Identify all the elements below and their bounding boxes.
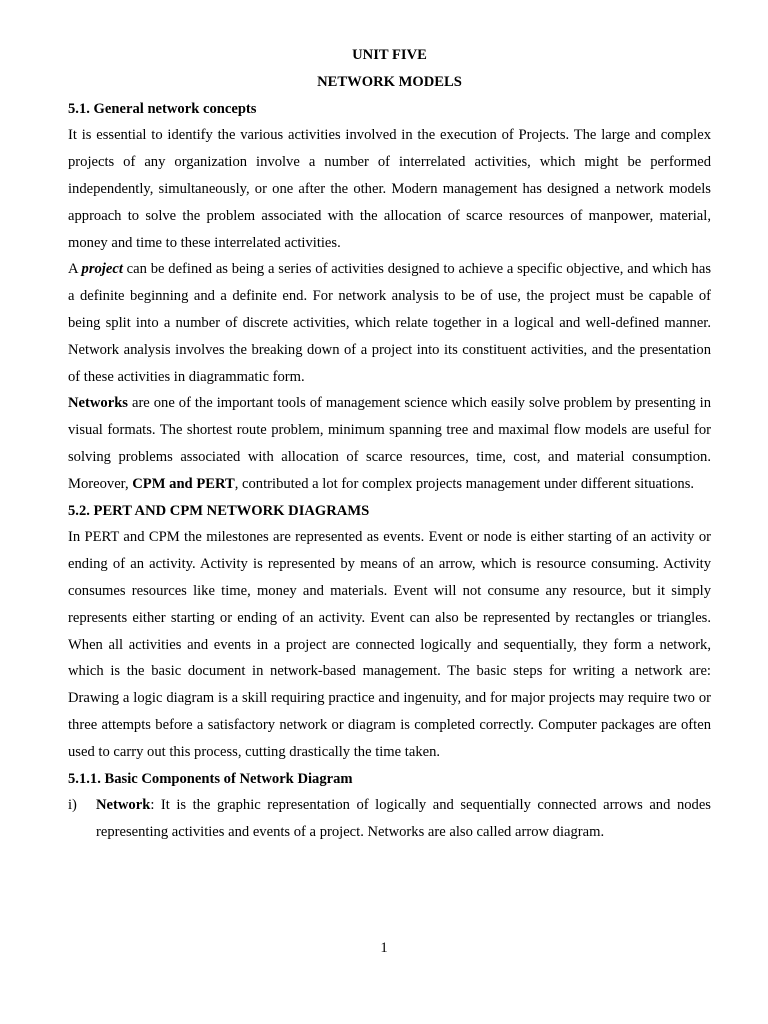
section-heading-5-1: 5.1. General network concepts [68, 100, 257, 117]
paragraph-pert-cpm: In PERT and CPM the milestones are represented as events. Event or node is either starting of an activity or ending of an activity. Activity is represented by means of an arrow, which is resource consuming. Activity consumes resources like time, money and materials. Event will not consume any resource, but it simply represents either starting or ending of an activity. Event can also be represented by rectangles or triangles. When all activities and events in a project are connected logically and sequentially, they form a network, which is the basic document in network-based management. The basic steps for writing a network are: Drawing a logic diagram is a skill requiring practice and ingenuity, and for major projects may require two or three attempts before a satisfactory network or diagram is completed correctly. Computer packages are often used to carry out this process, cutting drastically the time taken. [68, 529, 711, 760]
list-item [68, 792, 711, 846]
para-networks-middle: are one of the important tools of management science which easily solve problem by presenting in visual formats. The shortest route problem, minimum spanning tree and maximal flow models are useful for solving problems associated with allocation of scarce resources, time, cost, and material consumption. Moreover, [68, 395, 711, 492]
list-marker: i) [68, 797, 77, 814]
paragraph-general-concepts: It is essential to identify the various activities involved in the execution of Projects. The large and complex projects of any organization involve a number of interrelated activities, which might be performed independently, simultaneously, or one after the other. Modern management has designed a network models approach to solve the problem associated with the allocation of scarce resources of manpower, material, money and time to these interrelated activities. [68, 127, 711, 251]
document-page [68, 42, 711, 846]
chapter-title: NETWORK MODELS [317, 73, 462, 90]
section-heading-5-2: 5.2. PERT AND CPM NETWORK DIAGRAMS [68, 502, 370, 519]
paragraph-networks [68, 390, 711, 497]
paragraph-project-definition [68, 256, 711, 390]
term-cpm-pert: CPM and PERT [132, 475, 235, 492]
term-network: Network [96, 797, 151, 814]
section-heading-5-1-1: 5.1.1. Basic Components of Network Diagram [68, 770, 353, 787]
list-item-text: : It is the graphic representation of logically and sequentially connected arrows and nodes representing activities and events of a project. Networks are also called arrow diagram. [96, 797, 711, 841]
para-lead-text: A [68, 261, 82, 278]
term-networks: Networks [68, 395, 128, 412]
para-project-rest: can be defined as being a series of activities designed to achieve a specific objective, and which has a definite beginning and a definite end. For network analysis to be of use, the project must be capable of being split into a number of discrete activities, which relate together in a logical and well-defined manner. Network analysis involves the breaking down of a project into its constituent activities, and the presentation of these activities in diagrammatic form. [68, 261, 711, 385]
list-item-body [96, 792, 711, 846]
para-networks-end: , contributed a lot for complex projects management under different situations. [234, 475, 695, 492]
page-number: 1 [380, 940, 388, 956]
unit-title: UNIT FIVE [352, 47, 427, 63]
term-project: project [81, 261, 123, 278]
